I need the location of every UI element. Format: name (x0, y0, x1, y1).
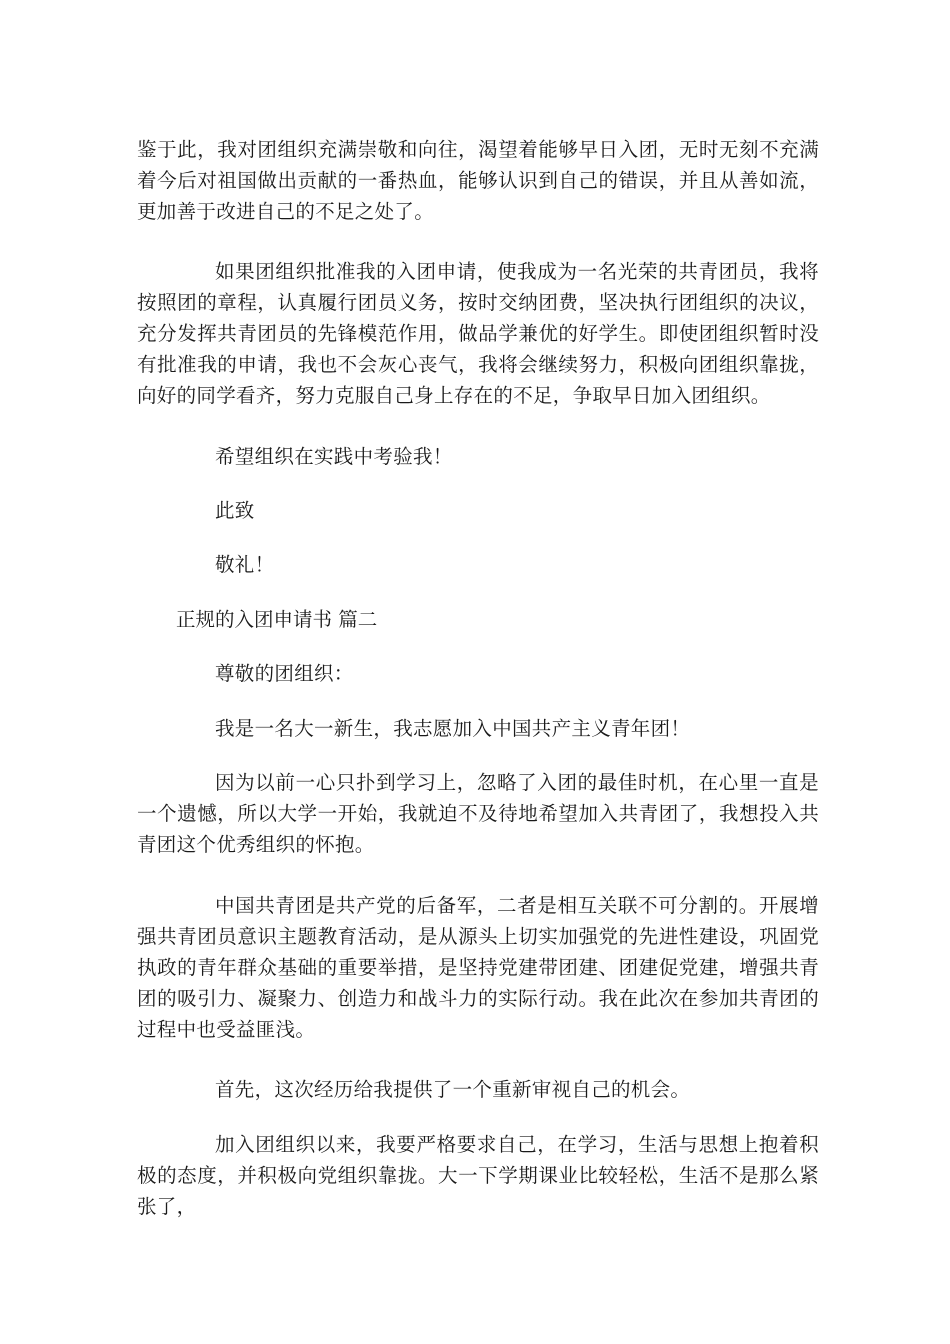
closing-salutation: 此致 (215, 499, 255, 522)
paragraph-reason: 因为以前一心只扑到学习上，忽略了入团的最佳时机，在心里一直是一个遗憾，所以大学一开始，我就迫不及待地希望加入共青团了，我想投入共青团这个优秀组织的怀抱。 (137, 771, 819, 856)
paragraph-first-point: 首先，这次经历给我提供了一个重新审视自己的机会。 (215, 1078, 691, 1101)
greeting: 尊敬的团组织： (215, 662, 354, 685)
paragraph-commitment: 如果团组织批准我的入团申请，使我成为一名光荣的共青团员，我将按照团的章程，认真履行团员义务，按时交纳团费，坚决执行团组织的决议，充分发挥共青团员的先锋模范作用，做品学兼优的好学生。即使团组织暂时没有批准我的申请，我也不会灰心丧气，我将会继续努力，积极向团组织靠拢，向好的同学看齐，努力克服自己身上存在的不足，争取早日加入团组织。 (137, 260, 819, 407)
paragraph-since-joining: 加入团组织以来，我要严格要求自己，在学习，生活与思想上抱着积极的态度，并积极向党组织靠拢。大一下学期课业比较轻松，生活不是那么紧张了， (137, 1133, 819, 1218)
paragraph-intro: 我是一名大一新生，我志愿加入中国共产主义青年团！ (215, 717, 691, 740)
paragraph-conclusion: 鉴于此，我对团组织充满崇敬和向往，渴望着能够早日入团，无时无刻不充满着今后对祖国做出贡献的一番热血，能够认识到自己的错误，并且从善如流，更加善于改进自己的不足之处了。 (137, 138, 819, 223)
closing-regards: 敬礼！ (215, 553, 275, 576)
paragraph-league-significance: 中国共青团是共产党的后备军，二者是相互关联不可分割的。开展增强共青团员意识主题教育活动，是从源头上切实加强党的先进性建设，巩固党执政的青年群众基础的重要举措，是坚持党建带团建、团建促党建，增强共青团的吸引力、凝聚力、创造力和战斗力的实际行动。我在此次在参加共青团的过程中也受益匪浅。 (137, 894, 819, 1041)
paragraph-hope: 希望组织在实践中考验我！ (215, 445, 453, 468)
section-heading: 正规的入团申请书 篇二 (176, 608, 378, 631)
